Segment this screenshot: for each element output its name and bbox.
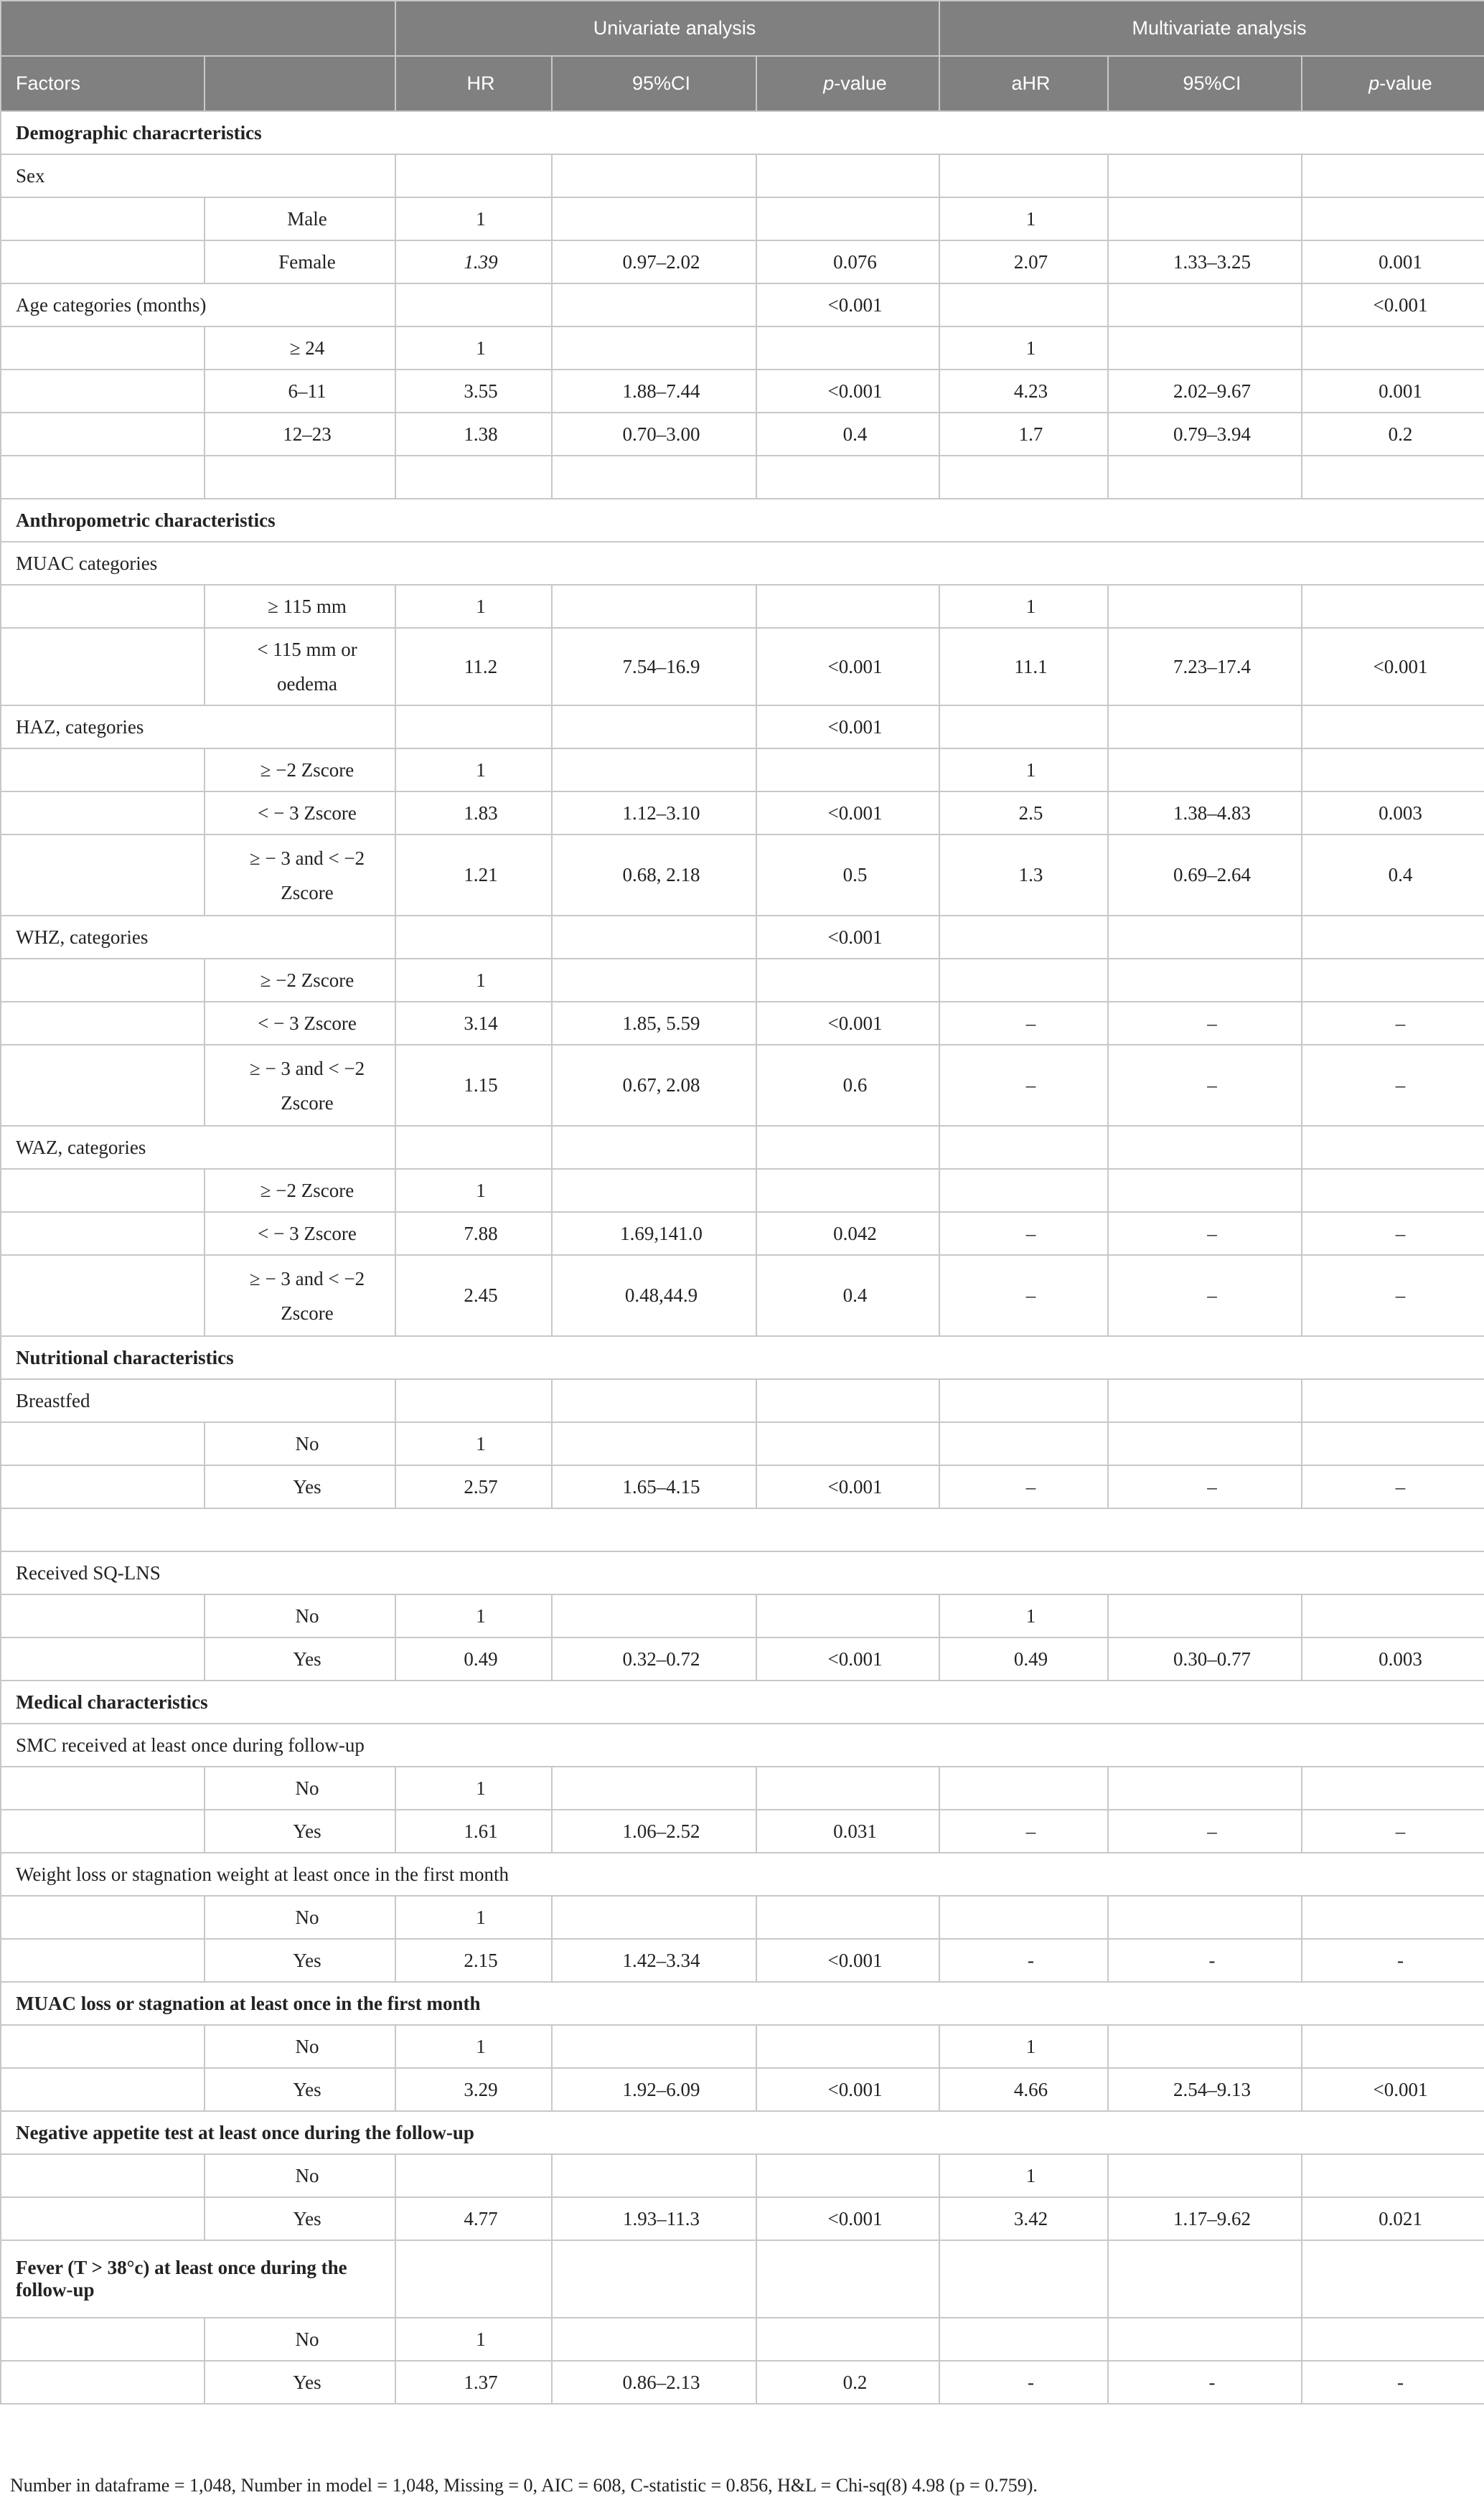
ahr-cell: - (939, 2361, 1108, 2404)
ahr-cell: – (939, 1045, 1108, 1126)
ci-cell: 1.65–4.15 (552, 1465, 756, 1508)
factor-label: Negative appetite test at least once during the follow-up (1, 2111, 1484, 2154)
category-label: ≥ −2 Zscore (205, 1169, 395, 1212)
ci-cell: 1.06–2.52 (552, 1810, 756, 1853)
table-row (1, 1810, 1484, 1853)
ci2-cell: – (1108, 1810, 1302, 1853)
ahr-cell: – (939, 1255, 1108, 1336)
hr-cell: 1 (395, 1767, 552, 1810)
hr-cell: 2.57 (395, 1465, 552, 1508)
ahr-cell: 1 (939, 2025, 1108, 2068)
hr-cell: 1 (395, 197, 552, 240)
ci2-cell: 1.17–9.62 (1108, 2197, 1302, 2240)
category-label: Yes (205, 1637, 395, 1681)
ahr-cell: 4.66 (939, 2068, 1108, 2111)
hr-cell: 0.49 (395, 1637, 552, 1681)
ahr-cell: 0.49 (939, 1637, 1108, 1681)
table-row (1, 959, 1484, 1002)
category-label: Yes (205, 1939, 395, 1982)
ahr-cell: – (939, 1212, 1108, 1255)
table-row (1, 1379, 1484, 1422)
header-empty-cell (1, 1, 395, 56)
ahr-cell: 1 (939, 326, 1108, 370)
empty-row (1, 456, 1484, 499)
col-sub (205, 56, 395, 111)
hr-cell: 1 (395, 1422, 552, 1465)
ahr-cell: 2.5 (939, 791, 1108, 835)
col-p-rest: -value (834, 72, 887, 94)
factor-label: MUAC loss or stagnation at least once in the first month (1, 1982, 1484, 2025)
header-column-row (1, 56, 1484, 111)
table-row (1, 1551, 1484, 1594)
table-row (1, 1422, 1484, 1465)
table-row (1, 1982, 1484, 2025)
factor-label: MUAC categories (1, 542, 1484, 585)
category-line-1: ≥ − 3 and < −2 (249, 1267, 365, 1289)
header-univariate: Univariate analysis (395, 1, 939, 56)
ci2-cell: 7.23–17.4 (1108, 628, 1302, 705)
p2-cell: – (1302, 1212, 1484, 1255)
p-cell: 0.4 (756, 413, 939, 456)
header-group-row (1, 1, 1484, 56)
hr-cell: 1.21 (395, 835, 552, 916)
category-label: 12–23 (205, 413, 395, 456)
table-row (1, 1767, 1484, 1810)
table-row (1, 1853, 1484, 1896)
factor-label: Breastfed (1, 1379, 395, 1422)
factor-label: HAZ, categories (1, 705, 395, 748)
category-label: Yes (205, 2068, 395, 2111)
ahr-cell: 1 (939, 197, 1108, 240)
p2-cell: - (1302, 2361, 1484, 2404)
table-row (1, 2068, 1484, 2111)
ahr-cell: 1.7 (939, 413, 1108, 456)
category-line-1: ≥ − 3 and < −2 (249, 847, 365, 869)
p-cell: <0.001 (756, 705, 939, 748)
category-label: < − 3 Zscore (205, 1002, 395, 1045)
ahr-cell: - (939, 1939, 1108, 1982)
category-label: No (205, 1594, 395, 1637)
ci2-cell: – (1108, 1465, 1302, 1508)
hr-cell: 1.61 (395, 1810, 552, 1853)
category-label: No (205, 1896, 395, 1939)
ci-cell: 1.12–3.10 (552, 791, 756, 835)
category-label: Yes (205, 2197, 395, 2240)
ahr-cell: – (939, 1810, 1108, 1853)
table-row (1, 283, 1484, 326)
category-label: 6–11 (205, 370, 395, 413)
category-label: No (205, 2318, 395, 2361)
table-row (1, 1255, 1484, 1336)
category-label: No (205, 1767, 395, 1810)
table-row (1, 705, 1484, 748)
p2-cell: 0.2 (1302, 413, 1484, 456)
p-cell: <0.001 (756, 2197, 939, 2240)
ci-cell: 0.32–0.72 (552, 1637, 756, 1681)
p2-cell: <0.001 (1302, 628, 1484, 705)
p-cell: <0.001 (756, 370, 939, 413)
table-row (1, 2240, 1484, 2318)
table-footnote: Number in dataframe = 1,048, Number in model = 1,048, Missing = 0, AIC = 608, C-statistic = 0.856, H&L = Chi-sq(8) 4.98 (p = 0.759). (10, 2475, 1038, 2496)
factor-label: WHZ, categories (1, 916, 395, 959)
table-row (1, 2318, 1484, 2361)
hr-cell: 1 (395, 1896, 552, 1939)
hr-cell: 1.38 (395, 413, 552, 456)
p-cell: <0.001 (756, 916, 939, 959)
table-row (1, 154, 1484, 197)
empty-row (1, 1508, 1484, 1551)
table-row (1, 1045, 1484, 1126)
p-cell: <0.001 (756, 1002, 939, 1045)
table-row (1, 2154, 1484, 2197)
p2-cell: <0.001 (1302, 283, 1484, 326)
section-row (1, 499, 1484, 542)
p2-cell: - (1302, 1939, 1484, 1982)
header-multivariate: Multivariate analysis (939, 1, 1484, 56)
ci-cell: 0.68, 2.18 (552, 835, 756, 916)
section-row (1, 1336, 1484, 1379)
ci2-cell: 1.33–3.25 (1108, 240, 1302, 283)
p-cell: 0.2 (756, 2361, 939, 2404)
category-label: ≥ −2 Zscore (205, 748, 395, 791)
hr-cell: 11.2 (395, 628, 552, 705)
p2-cell: 0.003 (1302, 791, 1484, 835)
p2-cell: – (1302, 1255, 1484, 1336)
factor-line-2: follow-up (16, 2279, 95, 2301)
category-label: Yes (205, 1810, 395, 1853)
ci-cell: 0.67, 2.08 (552, 1045, 756, 1126)
factor-label: Sex (1, 154, 395, 197)
table-row (1, 197, 1484, 240)
col-ci2: 95%CI (1108, 56, 1302, 111)
p-cell: <0.001 (756, 283, 939, 326)
ci2-cell: 2.02–9.67 (1108, 370, 1302, 413)
ci2-cell: - (1108, 1939, 1302, 1982)
ahr-cell: 1 (939, 2154, 1108, 2197)
table-row (1, 2197, 1484, 2240)
category-line-1: ≥ − 3 and < −2 (249, 1057, 365, 1079)
ci-cell: 1.93–11.3 (552, 2197, 756, 2240)
col-ci: 95%CI (552, 56, 756, 111)
ci2-cell: – (1108, 1212, 1302, 1255)
p-cell: 0.076 (756, 240, 939, 283)
category-label (205, 628, 395, 705)
col-p (756, 56, 939, 111)
p2-cell: – (1302, 1465, 1484, 1508)
category-label: < − 3 Zscore (205, 1212, 395, 1255)
category-label: ≥ 115 mm (205, 585, 395, 628)
p2-cell: 0.001 (1302, 370, 1484, 413)
hr-cell: 1.37 (395, 2361, 552, 2404)
ci-cell: 0.97–2.02 (552, 240, 756, 283)
ci2-cell: 1.38–4.83 (1108, 791, 1302, 835)
table-row (1, 628, 1484, 705)
table-row (1, 240, 1484, 283)
factor-label: Weight loss or stagnation weight at least once in the first month (1, 1853, 1484, 1896)
col-p2 (1302, 56, 1484, 111)
category-label: Yes (205, 1465, 395, 1508)
section-row (1, 111, 1484, 154)
factor-label: Received SQ-LNS (1, 1551, 1484, 1594)
category-label (205, 1255, 395, 1336)
col-hr: HR (395, 56, 552, 111)
ahr-cell: 1 (939, 748, 1108, 791)
factor-label (1, 2240, 395, 2318)
ahr-cell: 2.07 (939, 240, 1108, 283)
ci-cell: 1.42–3.34 (552, 1939, 756, 1982)
ci2-cell: 0.79–3.94 (1108, 413, 1302, 456)
table-row (1, 1002, 1484, 1045)
section-title: Medical characteristics (1, 1681, 1484, 1724)
ci-cell: 0.70–3.00 (552, 413, 756, 456)
category-line-2: Zscore (281, 1091, 334, 1114)
p2-cell: 0.4 (1302, 835, 1484, 916)
category-label: No (205, 1422, 395, 1465)
ahr-cell: – (939, 1465, 1108, 1508)
ci2-cell: – (1108, 1045, 1302, 1126)
ahr-cell: 4.23 (939, 370, 1108, 413)
p-cell: 0.6 (756, 1045, 939, 1126)
category-line-2: Zscore (281, 1302, 334, 1324)
hr-cell: 1 (395, 326, 552, 370)
table-row (1, 916, 1484, 959)
table-row (1, 1896, 1484, 1939)
table-row (1, 542, 1484, 585)
section-title: Demographic characrteristics (1, 111, 1484, 154)
p2-cell: <0.001 (1302, 2068, 1484, 2111)
table-row (1, 413, 1484, 456)
table-row (1, 1212, 1484, 1255)
hr-cell: 2.15 (395, 1939, 552, 1982)
ci2-cell: – (1108, 1002, 1302, 1045)
p-cell: <0.001 (756, 1939, 939, 1982)
p-cell: <0.001 (756, 791, 939, 835)
hr-cell: 1.15 (395, 1045, 552, 1126)
p-cell: <0.001 (756, 1637, 939, 1681)
category-label (205, 835, 395, 916)
ahr-cell: 11.1 (939, 628, 1108, 705)
table-row (1, 791, 1484, 835)
ahr-cell: 1.3 (939, 835, 1108, 916)
p2-cell: 0.001 (1302, 240, 1484, 283)
table-row (1, 1939, 1484, 1982)
col-ahr: aHR (939, 56, 1108, 111)
category-line-2: oedema (277, 673, 337, 695)
table-row (1, 1465, 1484, 1508)
ci2-cell: – (1108, 1255, 1302, 1336)
table-row (1, 2025, 1484, 2068)
table-row (1, 1169, 1484, 1212)
ci-cell: 1.88–7.44 (552, 370, 756, 413)
hr-cell: 2.45 (395, 1255, 552, 1336)
col-factors: Factors (1, 56, 205, 111)
table-row (1, 1724, 1484, 1767)
factor-label: SMC received at least once during follow-up (1, 1724, 1484, 1767)
p-cell: 0.4 (756, 1255, 939, 1336)
category-line-2: Zscore (281, 881, 334, 903)
hr-cell: 1 (395, 1594, 552, 1637)
ci2-cell: 0.30–0.77 (1108, 1637, 1302, 1681)
ci2-cell: 0.69–2.64 (1108, 835, 1302, 916)
category-label: < − 3 Zscore (205, 791, 395, 835)
hr-cell: 1.39 (395, 240, 552, 283)
category-label: ≥ −2 Zscore (205, 959, 395, 1002)
ci-cell: 0.86–2.13 (552, 2361, 756, 2404)
category-label: No (205, 2025, 395, 2068)
section-row (1, 1681, 1484, 1724)
hr-cell: 1 (395, 585, 552, 628)
ci-cell: 1.69,141.0 (552, 1212, 756, 1255)
category-label: ≥ 24 (205, 326, 395, 370)
ahr-cell: 1 (939, 1594, 1108, 1637)
category-label: No (205, 2154, 395, 2197)
ci-cell: 1.92–6.09 (552, 2068, 756, 2111)
ci-cell: 1.85, 5.59 (552, 1002, 756, 1045)
p-cell: <0.001 (756, 628, 939, 705)
hr-cell: 1 (395, 959, 552, 1002)
hr-cell: 4.77 (395, 2197, 552, 2240)
p-cell: 0.031 (756, 1810, 939, 1853)
category-label: Yes (205, 2361, 395, 2404)
table-row (1, 1126, 1484, 1169)
hr-cell: 3.29 (395, 2068, 552, 2111)
ahr-cell: 3.42 (939, 2197, 1108, 2240)
ahr-cell: – (939, 1002, 1108, 1045)
p-cell: <0.001 (756, 1465, 939, 1508)
ci-cell: 0.48,44.9 (552, 1255, 756, 1336)
category-line-1: < 115 mm or (257, 639, 357, 660)
p2-cell: – (1302, 1045, 1484, 1126)
hr-cell: 1 (395, 748, 552, 791)
hr-cell: 3.14 (395, 1002, 552, 1045)
p-cell: 0.5 (756, 835, 939, 916)
category-label: Female (205, 240, 395, 283)
ahr-cell: 1 (939, 585, 1108, 628)
category-label: Male (205, 197, 395, 240)
hr-cell: 7.88 (395, 1212, 552, 1255)
table-row (1, 2361, 1484, 2404)
col-p-italic: p (823, 72, 835, 94)
hr-cell: 1.83 (395, 791, 552, 835)
table-row (1, 326, 1484, 370)
col-p2-rest: -value (1379, 72, 1432, 94)
section-title: Nutritional characteristics (1, 1336, 1484, 1379)
table-row (1, 370, 1484, 413)
category-label (205, 1045, 395, 1126)
table-row (1, 2111, 1484, 2154)
table-row (1, 1637, 1484, 1681)
section-title: Anthropometric characteristics (1, 499, 1484, 542)
factor-line-1: Fever (T > 38°c) at least once during the (16, 2257, 347, 2278)
ci-cell: 7.54–16.9 (552, 628, 756, 705)
table-row (1, 1594, 1484, 1637)
p2-cell: – (1302, 1002, 1484, 1045)
ci2-cell: 2.54–9.13 (1108, 2068, 1302, 2111)
p-cell: <0.001 (756, 2068, 939, 2111)
p2-cell: 0.003 (1302, 1637, 1484, 1681)
hr-cell: 1 (395, 2025, 552, 2068)
p2-cell: – (1302, 1810, 1484, 1853)
hr-cell: 3.55 (395, 370, 552, 413)
factor-label: WAZ, categories (1, 1126, 395, 1169)
table-row (1, 585, 1484, 628)
hr-cell: 1 (395, 2318, 552, 2361)
col-p2-italic: p (1368, 72, 1380, 94)
p2-cell: 0.021 (1302, 2197, 1484, 2240)
table-row (1, 748, 1484, 791)
p-cell: 0.042 (756, 1212, 939, 1255)
factor-label: Age categories (months) (1, 283, 395, 326)
ci2-cell: - (1108, 2361, 1302, 2404)
table-row (1, 835, 1484, 916)
hr-cell: 1 (395, 1169, 552, 1212)
